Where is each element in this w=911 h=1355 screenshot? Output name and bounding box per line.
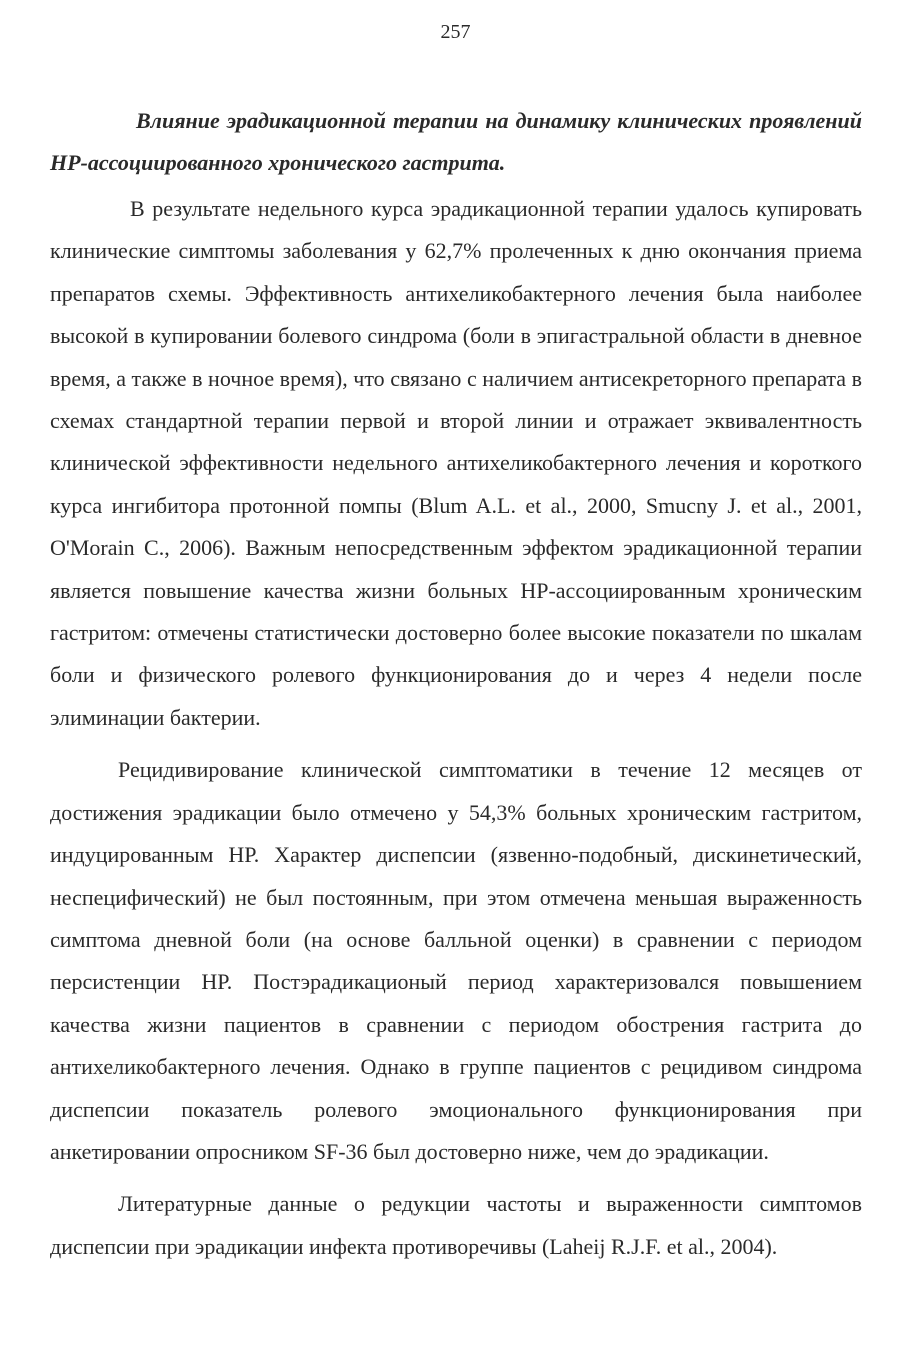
section-heading: Влияние эрадикационной терапии на динамику клинических проявлений НР-ассоциированного хронического гастрита. [50,108,862,175]
page-content [50,100,862,1268]
page-number: 257 [440,21,471,43]
paragraph-symptom-recurrence: Рецидивирование клинической симптоматики в течение 12 месяцев от достижения эрадикации было отмечено у 54,3% больных хроническим гастритом, индуцированным НР. Характер диспепсии (язвенно-подобный, дискинетический, неспецифический) не был постоянным, при этом отмечена меньшая выраженность симптома дневной боли (на основе балльной оценки) в сравнении с периодом персистенции НР. Постэрадикационый период характеризовался повышением качества жизни пациентов в сравнении с периодом обострения гастрита до антихеликобактерного лечения. Однако в группе пациентов с рецидивом синдрома диспепсии показатель ролевого эмоционального функционирования при анкетировании опросником SF-36 был достоверно ниже, чем до эрадикации. [50,757,862,1164]
paragraph-literature-data: Литературные данные о редукции частоты и выраженности симптомов диспепсии при эрадикации инфекта противоречивы (Laheij R.J.F. et al., 2004). [50,1191,862,1259]
paragraph-eradication-results: В результате недельного курса эрадикационной терапии удалось купировать клинические симптомы заболевания у 62,7% пролеченных к дню окончания приема препаратов схемы. Эффективность антихеликобактерного лечения была наиболее высокой в купировании болевого синдрома (боли в эпигастральной области в дневное время, а также в ночное время), что связано с наличием антисекреторного препарата в схемах стандартной терапии первой и второй линии и отражает эквивалентность клинической эффективности недельного антихеликобактерного лечения и короткого курса ингибитора протонной помпы (Blum A.L. et al., 2000, Smucny J. et al., 2001, O'Morain C., 2006). Важным непосредственным эффектом эрадикационной терапии является повышение качества жизни больных НР-ассоциированным хроническим гастритом: отмечены статистически достоверно более высокие показатели по шкалам боли и физического ролевого функционирования до и через 4 недели после элиминации бактерии. [50,196,862,730]
